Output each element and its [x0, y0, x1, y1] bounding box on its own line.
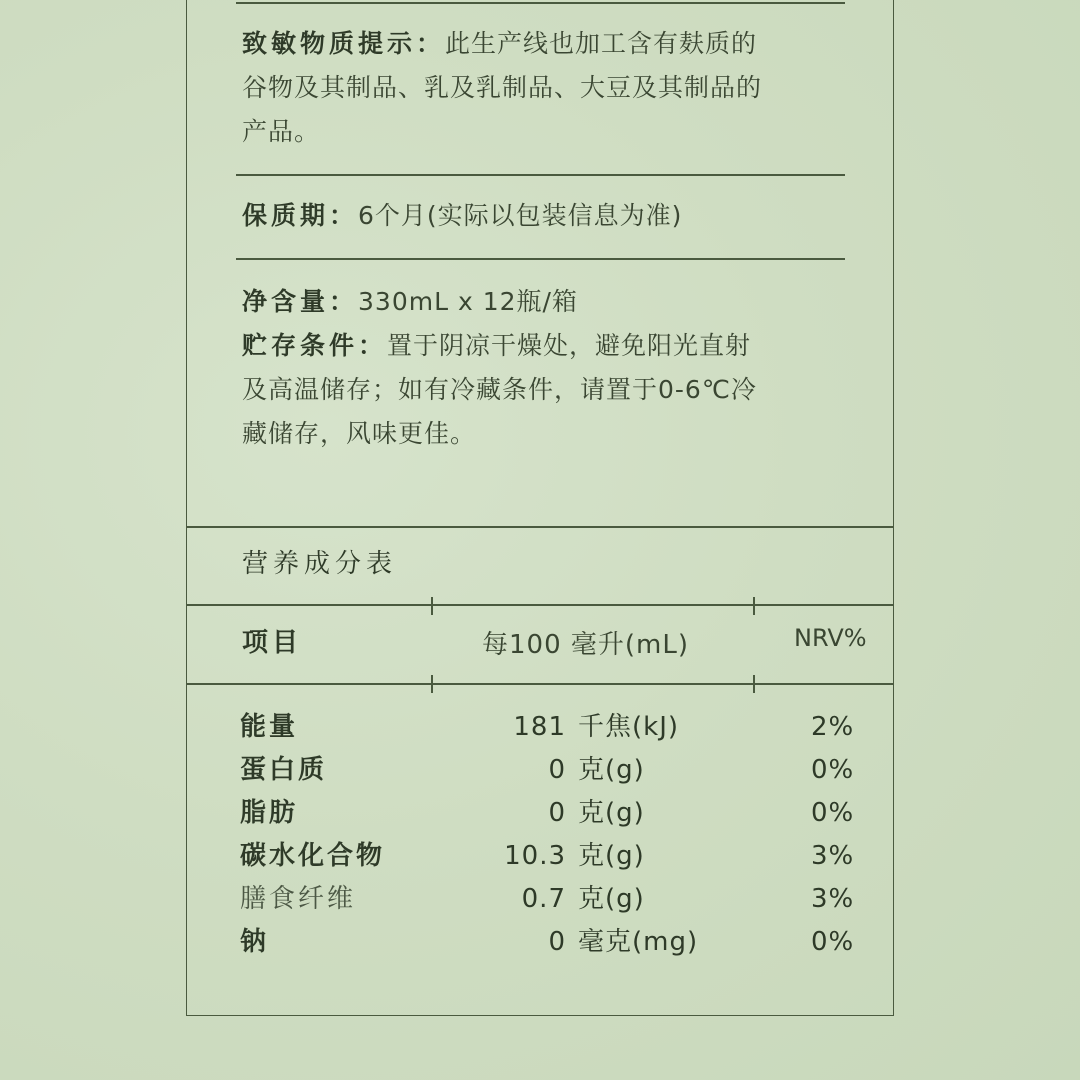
- storage-text-1: 置于阴凉干燥处，避免阳光直射: [387, 331, 752, 360]
- header-bottom-border: [186, 683, 894, 685]
- header-tick-bottom-1: [431, 675, 433, 693]
- storage-text-3: 藏储存，风味更佳。: [242, 419, 477, 448]
- row-unit: 克(g): [578, 884, 645, 914]
- row-amount: 181: [513, 712, 566, 742]
- net-content-line: [242, 280, 578, 324]
- header-top-border: [186, 604, 894, 606]
- shelf-life-label: 保质期：: [242, 201, 359, 230]
- row-amount: 0: [548, 755, 566, 785]
- net-content-value: 330mL x 12瓶/箱: [358, 287, 578, 316]
- row-unit: 克(g): [578, 755, 645, 785]
- row-unit: 克(g): [578, 841, 645, 871]
- table-row: [186, 835, 894, 878]
- allergen-label: 致敏物质提示：: [242, 29, 446, 58]
- row-name: 蛋白质: [240, 755, 328, 785]
- shelf-life-line: [242, 194, 682, 238]
- header-nrv: NRV%: [794, 624, 867, 652]
- row-nrv: 0%: [811, 798, 855, 828]
- divider-top: [236, 2, 845, 4]
- nutrition-title: 营养成分表: [242, 549, 398, 579]
- row-name: 脂肪: [240, 798, 299, 828]
- storage-text-2: 及高温储存；如有冷藏条件，请置于0-6℃冷: [242, 375, 757, 404]
- row-unit: 千焦(kJ): [578, 712, 680, 742]
- row-name: 钠: [240, 927, 270, 957]
- row-nrv: 0%: [811, 755, 855, 785]
- allergen-text-1: 此生产线也加工含有麸质的: [445, 29, 758, 58]
- storage-line-1: [242, 324, 751, 368]
- table-row: [186, 792, 894, 835]
- row-name: 能量: [240, 712, 299, 742]
- row-unit: 毫克(mg): [578, 927, 699, 957]
- row-amount: 10.3: [504, 841, 566, 871]
- row-nrv: 2%: [811, 712, 855, 742]
- header-item: 项目: [242, 628, 303, 658]
- row-nrv: 0%: [811, 927, 855, 957]
- table-row: [186, 749, 894, 792]
- row-amount: 0.7: [521, 884, 566, 914]
- storage-label: 贮存条件：: [242, 331, 388, 360]
- table-row: [186, 706, 894, 749]
- row-name: 膳食纤维: [240, 884, 357, 914]
- nutrition-top-border: [186, 526, 894, 528]
- row-amount: 0: [548, 927, 566, 957]
- allergen-line-1: [242, 22, 757, 66]
- row-nrv: 3%: [811, 841, 855, 871]
- table-row: [186, 878, 894, 921]
- row-unit: 克(g): [578, 798, 645, 828]
- net-content-label: 净含量：: [242, 287, 359, 316]
- header-tick-top-1: [431, 597, 433, 615]
- row-name: 碳水化合物: [240, 841, 386, 871]
- row-nrv: 3%: [811, 884, 855, 914]
- table-row: [186, 921, 894, 964]
- shelf-life-value: 6个月(实际以包装信息为准): [358, 201, 683, 230]
- header-tick-bottom-2: [753, 675, 755, 693]
- divider-shelf-life: [236, 258, 845, 260]
- divider-allergen: [236, 174, 845, 176]
- row-amount: 0: [548, 798, 566, 828]
- allergen-text-2: 谷物及其制品、乳及乳制品、大豆及其制品的: [242, 73, 763, 102]
- allergen-text-3: 产品。: [242, 117, 321, 146]
- header-per-100: 每100 毫升(mL): [482, 630, 689, 660]
- header-tick-top-2: [753, 597, 755, 615]
